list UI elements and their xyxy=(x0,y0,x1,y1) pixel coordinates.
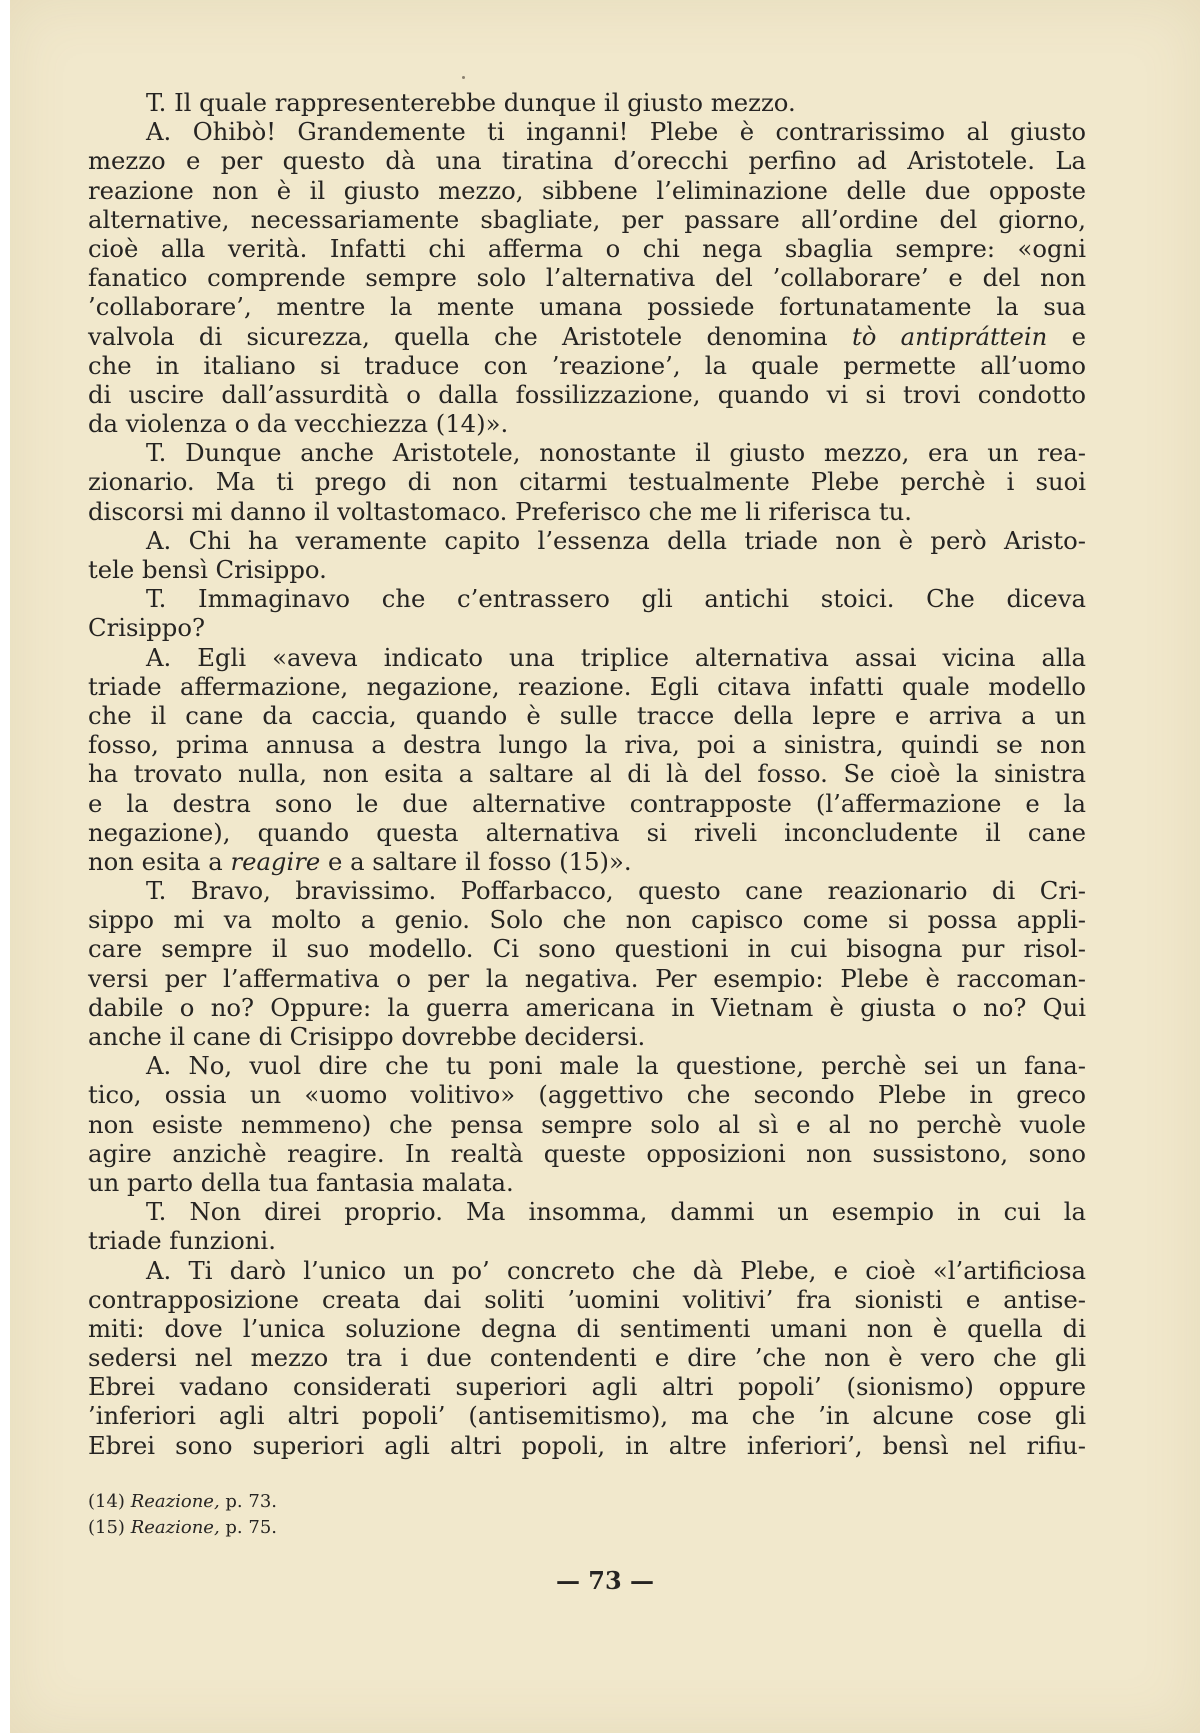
text-line: un parto della tua fantasia malata. xyxy=(88,1167,514,1197)
text-line: da violenza o da vecchiezza (14)». xyxy=(88,409,509,439)
text-line: A. Ti darò l’unico un po’ concreto che dà Plebe, e cioè «l’artificiosa xyxy=(146,1255,1086,1285)
text-line: non esiste nemmeno) che pensa sempre solo al sì e al no perchè vuole xyxy=(88,1109,1086,1139)
text-line: sedersi nel mezzo tra i due contendenti e dire ’che non è vero che gli xyxy=(88,1343,1086,1373)
text-line: versi per l’affermativa o per la negativa. Per esempio: Plebe è raccoman- xyxy=(88,963,1086,993)
text-line: valvola di sicurezza, quella che Aristotele denomina tò antipráttein e xyxy=(88,321,1086,351)
footnote-number: (15) xyxy=(88,1517,125,1538)
text-line: triade funzioni. xyxy=(88,1226,276,1256)
text-line: che il cane da caccia, quando è sulle tracce della lepre e arriva a un xyxy=(88,700,1086,730)
footnotes xyxy=(88,1489,277,1541)
text-line: discorsi mi danno il voltastomaco. Preferisco che me li riferisca tu. xyxy=(88,496,912,526)
text-line: reazione non è il giusto mezzo, sibbene l’eliminazione delle due opposte xyxy=(88,175,1086,205)
text-line: e la destra sono le due alternative contrapposte (l’affermazione e la xyxy=(88,788,1086,818)
text-line: anche il cane di Crisippo dovrebbe decidersi. xyxy=(88,1022,646,1051)
text-line: zionario. Ma ti prego di non citarmi testualmente Plebe perchè i suoi xyxy=(88,467,1086,497)
footnote-page: p. 75. xyxy=(225,1517,277,1538)
page-number: — 73 — xyxy=(555,1566,655,1595)
text-line: contrapposizione creata dai soliti ’uomini volitivi’ fra sionisti e antise- xyxy=(88,1284,1086,1314)
footnote-page: p. 73. xyxy=(225,1491,277,1512)
text-line: Ebrei vadano considerati superiori agli altri popoli’ (sionismo) oppure xyxy=(88,1372,1086,1402)
text-line: dabile o no? Oppure: la guerra americana in Vietnam è giusta o no? Qui xyxy=(88,992,1086,1022)
footnote-number: (14) xyxy=(88,1491,125,1512)
text-line: agire anzichè reagire. In realtà queste opposizioni non sussistono, sono xyxy=(88,1138,1086,1168)
text-line: ’inferiori agli altri popoli’ (antisemitismo), ma che ’in alcune cose gli xyxy=(88,1401,1086,1431)
italic-term: reagire xyxy=(230,846,321,876)
text-line: non esita a reagire e a saltare il fosso (15)». xyxy=(88,846,632,876)
text-line: A. Egli «aveva indicato una triplice alternativa assai vicina alla xyxy=(146,642,1086,672)
text-line: sippo mi va molto a genio. Solo che non capisco come si possa appli- xyxy=(88,905,1086,935)
body-text xyxy=(88,88,1086,1460)
text-line: T. Il quale rappresenterebbe dunque il giusto mezzo. xyxy=(146,88,796,117)
text-line: miti: dove l’unica soluzione degna di sentimenti umani non è quella di xyxy=(88,1313,1086,1343)
footnote-title: Reazione, xyxy=(130,1491,220,1512)
text-line: Ebrei sono superiori agli altri popoli, in altre inferiori’, bensì nel rifiu- xyxy=(88,1430,1086,1460)
text-line: di uscire dall’assurdità o dalla fossilizzazione, quando vi si trovi condotto xyxy=(88,379,1086,409)
text-line: fanatico comprende sempre solo l’alternativa del ’collaborare’ e del non xyxy=(88,263,1086,293)
text-line: T. Dunque anche Aristotele, nonostante il giusto mezzo, era un rea- xyxy=(146,438,1086,468)
text-line: che in italiano si traduce con ’reazione’, la quale permette all’uomo xyxy=(88,350,1086,380)
footnote xyxy=(88,1489,277,1515)
text-line: mezzo e per questo dà una tiratina d’orecchi perfino ad Aristotele. La xyxy=(88,146,1086,176)
footnote xyxy=(88,1515,277,1541)
text-line: T. Immaginavo che c’entrassero gli antichi stoici. Che diceva xyxy=(146,584,1086,614)
italic-term: tò antipráttein xyxy=(851,321,1048,351)
text-line: A. Chi ha veramente capito l’essenza della triade non è però Aristo- xyxy=(146,525,1086,555)
text-line: tele bensì Crisippo. xyxy=(88,555,327,584)
text-line: alternative, necessariamente sbagliate, per passare all’ordine del giorno, xyxy=(88,204,1086,234)
text-line: T. Non direi proprio. Ma insomma, dammi un esempio in cui la xyxy=(146,1197,1086,1227)
text-line: triade affermazione, negazione, reazione. Egli citava infatti quale modello xyxy=(88,671,1086,701)
text-line: T. Bravo, bravissimo. Poffarbacco, questo cane reazionario di Cri- xyxy=(146,876,1086,906)
paper-speck xyxy=(462,76,465,79)
book-page xyxy=(10,0,1200,1733)
text-line: A. No, vuol dire che tu poni male la questione, perchè sei un fana- xyxy=(146,1051,1086,1081)
text-line: A. Ohibò! Grandemente ti inganni! Plebe è contrarissimo al giusto xyxy=(146,117,1086,147)
text-line: care sempre il suo modello. Ci sono questioni in cui bisogna pur risol- xyxy=(88,934,1086,964)
footnote-title: Reazione, xyxy=(130,1517,220,1538)
text-line: ’collaborare’, mentre la mente umana possiede fortunatamente la sua xyxy=(88,292,1086,322)
text-line: cioè alla verità. Infatti chi afferma o chi nega sbaglia sempre: «ogni xyxy=(88,233,1086,263)
text-line: Crisippo? xyxy=(88,613,205,643)
text-line: tico, ossia un «uomo volitivo» (aggettivo che secondo Plebe in greco xyxy=(88,1080,1086,1110)
text-line: fosso, prima annusa a destra lungo la riva, poi a sinistra, quindi se non xyxy=(88,730,1086,760)
text-line: ha trovato nulla, non esita a saltare al di là del fosso. Se cioè la sinistra xyxy=(88,759,1086,789)
text-line: negazione), quando questa alternativa si riveli inconcludente il cane xyxy=(88,817,1086,847)
